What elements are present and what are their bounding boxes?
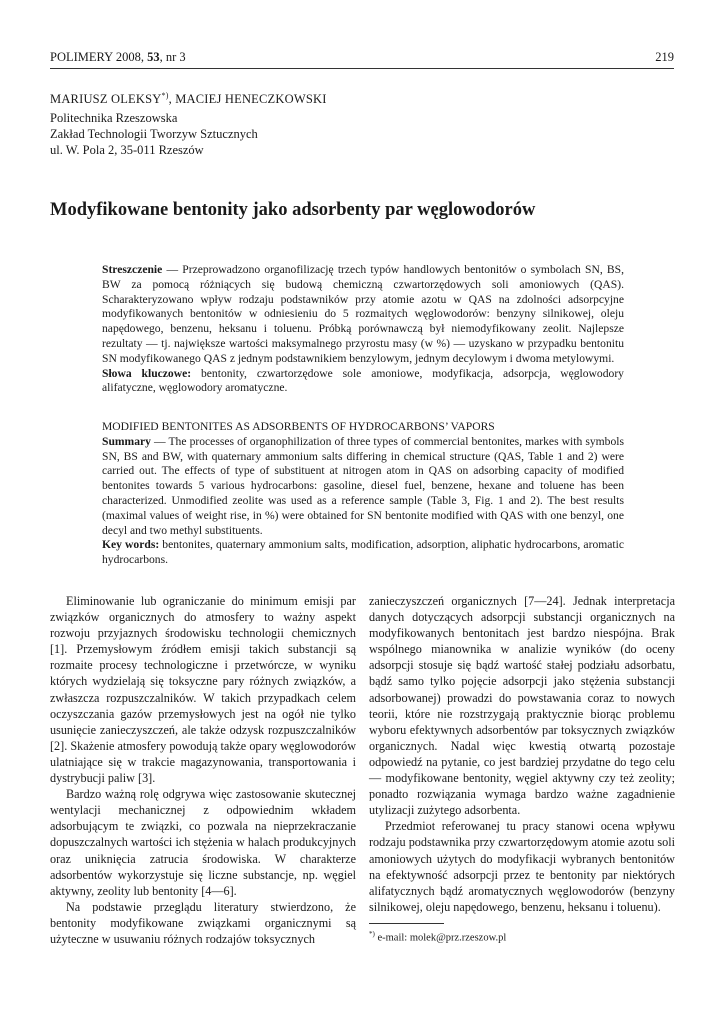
affiliation-line: Politechnika Rzeszowska	[50, 111, 178, 125]
journal-citation: POLIMERY 2008, 53, nr 3	[50, 50, 186, 64]
page-number: 219	[655, 50, 674, 64]
body-column-right	[369, 593, 675, 946]
paragraph: Bardzo ważną rolę odgrywa więc zastosowanie skutecznej wentylacji mechanicznej z odpowiednim wkładem adsorbującym te związki, co pozwala na nieprzekraczanie dopuszczalnych wartości ich stężenia w halach produkcyjnych oraz uniknięcia zatrucia środowiska. W charakterze adsorbentów wykorzystuje się liczne substancje, np. węgiel aktywny, zeolity lub bentonity [4—6].	[50, 787, 356, 898]
abstract-english: MODIFIED BENTONITES AS ADSORBENTS OF HYDROCARBONS’ VAPORS Summary — The processes of organophilization of three types of commercial bentonites, markes with symbols SN, BS and BW, with quaternary ammonium salts differing in chemical structure (QAS, Table 1 and 2) were carried out. The effects of type of substituent at nitrogen atom in QAS on adsorbing capacity of modified bentonites towards 5 various hydrocarbons: gasoline, diesel fuel, benzene, hexane and toluene has been characterized. Unmodified zeolite was used as a reference sample (Table 3, Fig. 1 and 2). The best results (maximal values of weight rise, in %) were obtained for SN bentonite modified with QAS with one benzyl, one decyl and two methyl substituents. Key words: bentonites, quaternary ammonium salts, modification, adsorption, aliphatic hydrocarbons, aromatic hydrocarbons.	[102, 420, 624, 567]
affiliation	[50, 110, 258, 158]
abstract-polish: Streszczenie — Przeprowadzono organofilizację trzech typów handlowych bentonitów o symbolach SN, BS, BW za pomocą różniących się budową chemiczną czwartorzędowych soli amoniowych (QAS). Scharakteryzowano wpływ rodzaju podstawników przy atomie azotu w QAS na zdolności adsorpcyjne modyfikowanych bentonitów w odniesieniu do 5 rozmaitych węglowodorów: benzyny silnikowej, oleju napędowego, benzenu, heksanu i toluenu. Próbką porównawczą był niemodyfikowany zeolit. Najlepsze rezultaty — tj. największe wartości maksymalnego przyrostu masy (w %) — uzyskano w przypadku bentonitu SN modyfikowanego QAS z jednym podstawnikiem benzylowym, jednym decylowym i dwoma metylowymi. Słowa kluczowe: bentonity, czwartorzędowe sole amoniowe, modyfikacja, adsorpcja, węglowodory alifatyczne, węglowodory aromatyczne.	[102, 263, 624, 395]
running-header	[50, 50, 674, 69]
paper-title: Modyfikowane bentonity jako adsorbenty par węglowodorów	[50, 200, 536, 220]
affiliation-line: ul. W. Pola 2, 35-011 Rzeszów	[50, 143, 204, 157]
paragraph: zanieczyszczeń organicznych [7—24]. Jednak interpretacja danych dotyczących adsorpcji substancji organicznych na modyfikowanych bentonitach jest bardzo niespójna. Brak wspólnego mianownika w analizie wyników (do oceny adsorpcji stosuje się bądź wartość stałej podziału adsorbatu, bądź samo tylko pojęcie adsorpcji jako stężenia substancji adsorbowanej) prowadzi do powstawania coraz to nowych teorii, które nie rozstrzygają praktycznie biorąc problemu wyboru efektywnych adsorbentów par toksycznych związków organicznych. Nadal więc kwestią otwartą pozostaje odpowiedź na pytanie, co jest bardziej przydatne do tego celu — modyfikowane bentonity, węgiel aktywny czy też zeolity; ponadto rozwiązania wymaga bardzo ważne zagadnienie utylizacji zużytego adsorbenta.	[369, 594, 675, 818]
authors: MARIUSZ OLEKSY*), MACIEJ HENECZKOWSKI	[50, 91, 327, 107]
paragraph: Eliminowanie lub ograniczanie do minimum emisji par związków organicznych do atmosfery to ważny aspekt rozwoju przyjaznych środowisku technologii chemicznych [1]. Przemysłowym źródłem emisji takich substancji są rozmaite procesy technologiczne i przetwórcze, w wyniku których wydzielają się toksyczne pary różnych związków, a zwłaszcza rozpuszczalników. W takich przypadkach celem oczyszczania gazów przemysłowych jest na ogół nie tylko usunięcie zanieczyszczeń, ale także odzysk rozpuszczalników [2]. Skażenie atmosfery powodują także opary węglowodorów ulatniające się w trakcie magazynowania, transportowania i dystrybucji paliw [3].	[50, 594, 356, 786]
paragraph: Przedmiot referowanej tu pracy stanowi ocena wpływu rodzaju podstawnika przy czwartorzędowym atomie azotu soli amoniowych użytych do modyfikacji wybranych bentonitów na efektywność adsorpcji przez te bentonity par niektórych alifatycznych bądź aromatycznych węglowodorów (benzyny silnikowej, oleju napędowego, benzenu, heksanu i toluenu).	[369, 819, 675, 914]
affiliation-line: Zakład Technologii Tworzyw Sztucznych	[50, 127, 258, 141]
english-title: MODIFIED BENTONITES AS ADSORBENTS OF HYDROCARBONS’ VAPORS	[102, 420, 495, 433]
body-column-left	[50, 593, 356, 947]
paragraph: Na podstawie przeglądu literatury stwierdzono, że bentonity modyfikowane związkami organicznymi są użyteczne w usuwaniu różnych rodzajów toksycznych	[50, 899, 356, 946]
footnote: *) e-mail: molek@prz.rzeszow.pl	[369, 929, 507, 944]
footnote-rule	[369, 923, 444, 924]
